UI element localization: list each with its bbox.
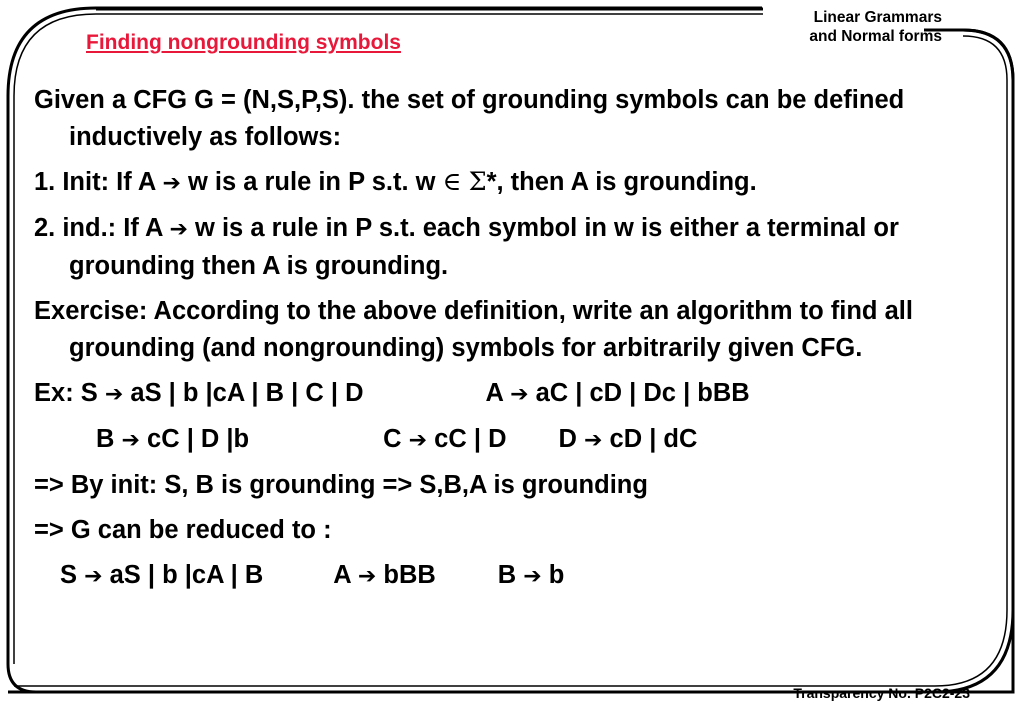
reduced-b-rhs: b — [541, 561, 565, 589]
sigma-symbol: Σ — [468, 167, 487, 197]
init-text-c: *, then A is grounding. — [486, 168, 757, 196]
intro-paragraph: Given a CFG G = (N,S,P,S). the set of grounding symbols can be defined inductively as follows: — [34, 86, 905, 151]
reduced-a-rhs: bBB — [376, 561, 436, 589]
slide-topic-label — [742, 8, 942, 46]
topic-line-2: and Normal forms — [809, 28, 942, 45]
ind-text-b: w is a rule in P s.t. each symbol in w is either a terminal or grounding then A is grounding. — [69, 214, 899, 280]
rule-c-lhs: C — [383, 425, 409, 453]
reduced-s-lhs: S — [60, 561, 85, 589]
reduced-s-rhs: aS | b |cA | B — [102, 561, 264, 589]
arrow-icon: ➔ — [510, 382, 529, 407]
arrow-icon: ➔ — [583, 428, 603, 453]
ind-text-a: 2. ind.: If A — [34, 214, 170, 242]
slide-title: Finding nongrounding symbols — [86, 31, 401, 54]
rule-b-rhs: cC | D |b — [139, 425, 250, 453]
result-line-1: => By init: S, B is grounding => S,B,A is grounding — [34, 471, 648, 499]
exercise-paragraph: Exercise: According to the above definition, write an algorithm to find all grounding (and nongrounding) symbols for arbitrarily given CFG. — [34, 297, 913, 362]
arrow-icon: ➔ — [357, 564, 377, 589]
rule-d-rhs: cD | dC — [602, 425, 698, 453]
arrow-icon: ➔ — [84, 564, 103, 589]
ind-rule-paragraph — [34, 210, 979, 285]
reduced-grammar-line — [34, 557, 979, 595]
rule-a-rhs: aC | cD | Dc | bBB — [528, 379, 750, 407]
rule-a-lhs: A — [485, 379, 511, 407]
example-line-2 — [34, 421, 979, 459]
reduced-a-lhs: A — [333, 561, 358, 589]
example-line-1 — [34, 375, 979, 413]
rule-d-lhs: D — [558, 425, 584, 453]
arrow-icon: ➔ — [169, 217, 188, 242]
rule-s-lhs: Ex: S — [34, 379, 105, 407]
arrow-icon: ➔ — [408, 428, 428, 453]
arrow-icon: ➔ — [162, 171, 181, 196]
init-text-b: w is a rule in P s.t. w — [180, 168, 443, 196]
rule-s-rhs: aS | b |cA | B | C | D — [123, 379, 364, 407]
slide-body — [34, 82, 979, 603]
init-text-a: 1. Init: If A — [34, 168, 163, 196]
arrow-icon: ➔ — [121, 428, 140, 453]
result-line-2: => G can be reduced to : — [34, 516, 332, 544]
init-rule-paragraph — [34, 164, 979, 202]
arrow-icon: ➔ — [523, 564, 542, 589]
transparency-number: Transparency No. P2C2-23 — [793, 685, 970, 701]
rule-b-lhs: B — [96, 425, 122, 453]
arrow-icon: ➔ — [104, 382, 124, 407]
reduced-b-lhs: B — [497, 561, 524, 589]
rule-c-rhs: cC | D — [427, 425, 507, 453]
topic-line-1: Linear Grammars — [813, 9, 942, 26]
element-of-symbol: ∈ — [442, 167, 462, 197]
